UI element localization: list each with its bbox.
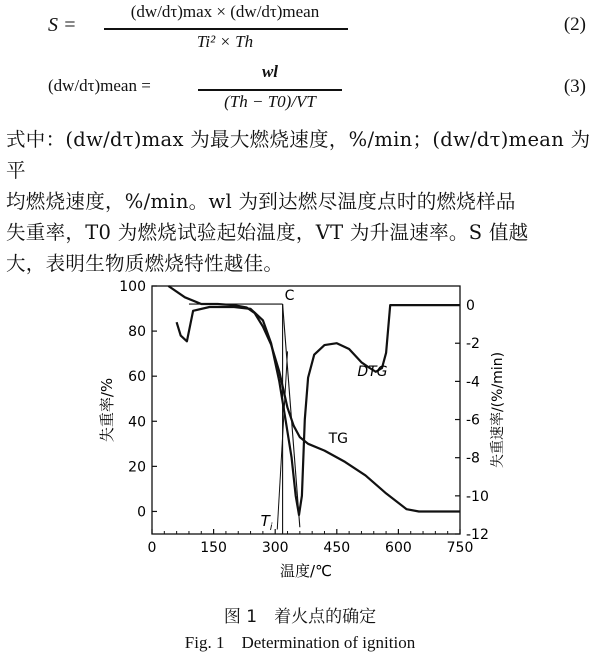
equation-2-lhs: S = xyxy=(48,14,77,36)
y-left-axis-label: 失重率/% xyxy=(98,377,116,443)
y-right-tick-label: -12 xyxy=(466,527,489,543)
x-axis-label: 温度/℃ xyxy=(280,562,332,580)
equation-2 xyxy=(0,0,600,60)
figure-caption-cn: 图 1 着火点的确定 xyxy=(223,607,377,627)
x-tick-label: 150 xyxy=(200,540,227,556)
x-tick-label: 600 xyxy=(385,540,412,556)
paragraph-line: 大，表明生物质燃烧特性越佳。 xyxy=(6,252,284,275)
equation-2-numerator: (dw/dτ)max × (dw/dτ)mean xyxy=(130,2,320,21)
x-tick-label: 450 xyxy=(323,540,351,556)
tg-dtg-chart xyxy=(0,272,600,602)
tg-curve xyxy=(168,286,460,512)
annotation-c: C xyxy=(284,288,295,305)
figure-caption-en: Fig. 1 Determination of ignition xyxy=(184,633,416,652)
y-right-axis-label: 失重速率/(%/min) xyxy=(490,351,506,469)
equation-2-denominator: Ti² × Th xyxy=(196,32,254,51)
equation-3-denominator: (Th − T0)/VT xyxy=(224,92,316,111)
body-paragraph xyxy=(6,124,594,279)
equation-2-number: (2) xyxy=(563,14,586,35)
y-left-tick-label: 80 xyxy=(128,324,146,341)
y-right-tick-label: 0 xyxy=(466,298,475,315)
dtg-curve xyxy=(177,305,460,515)
equation-3-fraction-bar xyxy=(198,89,342,91)
equation-3 xyxy=(0,62,600,122)
y-right-tick-label: -6 xyxy=(466,412,480,429)
equation-3-numerator: wl xyxy=(261,62,279,81)
equation-2-fraction-bar xyxy=(104,28,348,30)
paragraph-line: 失重率，T0 为燃烧试验起始温度，VT 为升温速率。S 值越 xyxy=(6,221,529,244)
y-right-tick-label: -8 xyxy=(466,450,480,467)
paragraph-line: 式中：(dw/dτ)max 为最大燃烧速度，%/min；(dw/dτ)mean 为平 xyxy=(6,128,591,182)
x-tick-label: 750 xyxy=(446,540,474,556)
equation-3-number: (3) xyxy=(563,76,586,97)
y-right-tick-label: -2 xyxy=(466,336,480,353)
y-right-tick-label: -4 xyxy=(466,374,480,391)
equation-3-lhs: (dw/dτ)mean = xyxy=(48,76,151,95)
annotation-ti: $T_i$ xyxy=(260,512,273,533)
chart-labels xyxy=(98,279,506,580)
y-left-tick-label: 20 xyxy=(128,459,146,476)
y-left-tick-label: 60 xyxy=(128,369,146,386)
paragraph-line: 均燃烧速度，%/min。wl 为到达燃尽温度点时的燃烧样品 xyxy=(6,190,516,213)
chart-curves xyxy=(168,286,460,534)
y-right-tick-label: -10 xyxy=(466,488,489,505)
y-left-tick-label: 0 xyxy=(137,504,146,521)
annotation-tg: TG xyxy=(328,430,348,447)
y-left-tick-label: 100 xyxy=(119,279,146,295)
x-tick-label: 300 xyxy=(261,540,289,556)
x-tick-label: 0 xyxy=(147,540,157,556)
y-left-tick-label: 40 xyxy=(128,414,146,431)
annotation-dtg: DTG xyxy=(357,364,388,381)
